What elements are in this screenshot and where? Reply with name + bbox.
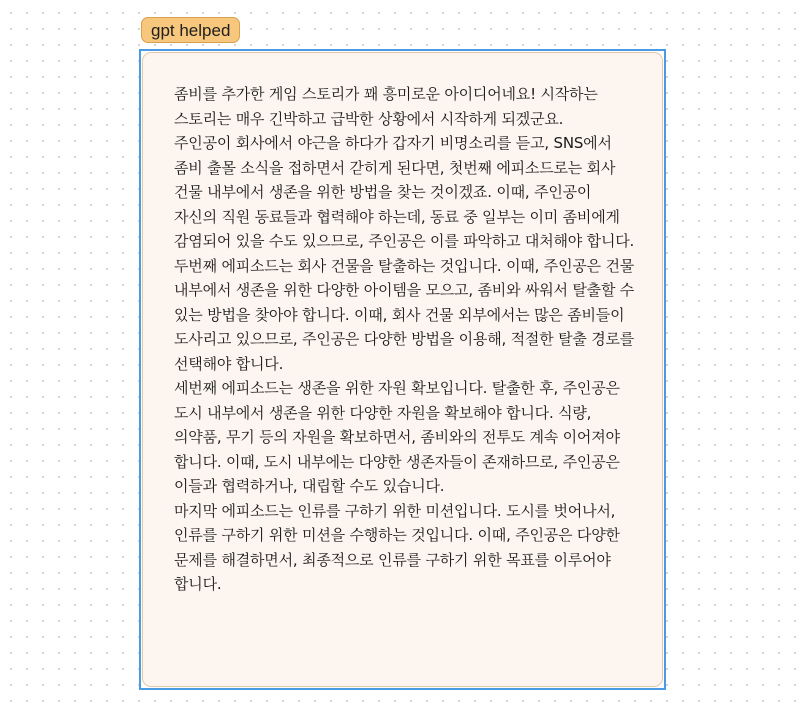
sticky-note-card[interactable]	[142, 52, 663, 687]
note-paragraph-intro: 좀비를 추가한 게임 스토리가 꽤 흥미로운 아이디어네요! 시작하는 스토리는 매우 긴박하고 급박한 상황에서 시작하게 되겠군요.	[174, 85, 598, 128]
sticky-note-text[interactable]	[174, 82, 636, 597]
gpt-helped-tag[interactable]: gpt helped	[141, 17, 240, 43]
note-paragraph-episode-1: 주인공이 회사에서 야근을 하다가 갑자기 비명소리를 듣고, SNS에서 좀비 출몰 소식을 접하면서 갇히게 된다면, 첫번째 에피소드로는 회사 건물 내부에서 생존을 위한 방법을 찾는 것이겠죠. 이때, 주인공이 자신의 직원 동료들과 협력해야 하는데, 동료 중 일부는 이미 좀비에게 감염되어 있을 수도 있으므로, 주인공은 이를 파악하고 대처해야 합니다.	[174, 134, 635, 250]
note-paragraph-episode-2: 두번째 에피소드는 회사 건물을 탈출하는 것입니다. 이때, 주인공은 건물 내부에서 생존을 위한 다양한 아이템을 모으고, 좀비와 싸워서 탈출할 수 있는 방법을 찾아야 합니다. 이때, 회사 건물 외부에서는 많은 좀비들이 도사리고 있으므로, 주인공은 다양한 방법을 이용해, 적절한 탈출 경로를 선택해야 합니다.	[174, 256, 635, 373]
note-paragraph-episode-3: 세번째 에피소드는 생존을 위한 자원 확보입니다. 탈출한 후, 주인공은 도시 내부에서 생존을 위한 다양한 자원을 확보해야 합니다. 식량, 의약품, 무기 등의 자원을 확보하면서, 좀비와의 전투도 계속 이어져야 합니다. 이때, 도시 내부에는 다양한 생존자들이 존재하므로, 주인공은 이들과 협력하거나, 대립할 수도 있습니다.	[174, 379, 620, 495]
note-paragraph-episode-final: 마지막 에피소드는 인류를 구하기 위한 미션입니다. 도시를 벗어나서, 인류를 구하기 위한 미션을 수행하는 것입니다. 이때, 주인공은 다양한 문제를 해결하면서, 최종적으로 인류를 구하기 위한 목표를 이루어야 합니다.	[174, 501, 620, 593]
